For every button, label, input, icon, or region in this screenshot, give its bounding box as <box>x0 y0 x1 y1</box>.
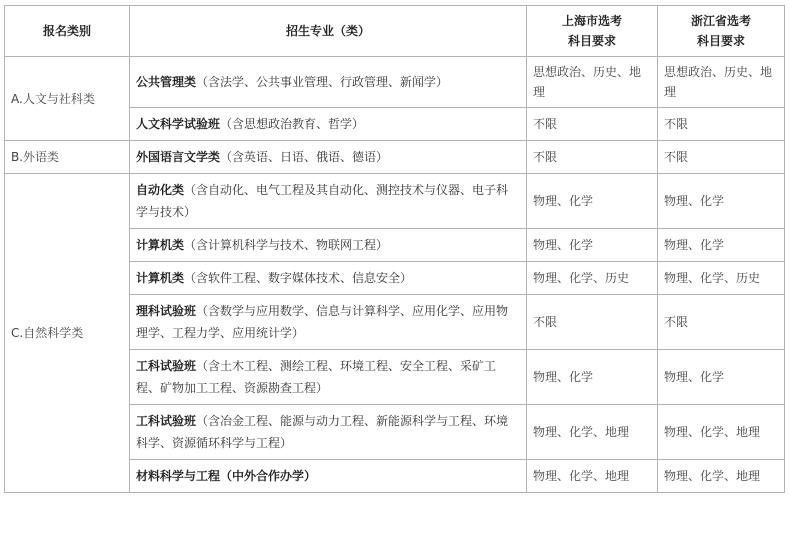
header-major: 招生专业（类） <box>130 6 527 57</box>
shanghai-requirement: 物理、化学、地理 <box>527 405 658 460</box>
shanghai-requirement: 物理、化学 <box>527 350 658 405</box>
header-shanghai-line1: 上海市选考 <box>561 14 622 28</box>
shanghai-requirement: 物理、化学、地理 <box>527 460 658 493</box>
category-natural-sciences: C.自然科学类 <box>5 174 130 493</box>
zhejiang-requirement: 不限 <box>658 108 785 141</box>
major-name: 计算机类 <box>136 238 185 252</box>
shanghai-requirement: 思想政治、历史、地理 <box>527 57 658 108</box>
category-humanities: A.人文与社科类 <box>5 57 130 141</box>
major-cell <box>130 295 527 350</box>
shanghai-requirement: 物理、化学、历史 <box>527 262 658 295</box>
major-detail: （含冶金工程、能源与动力工程、新能源科学与工程、环境科学、资源循环科学与工程） <box>136 414 509 450</box>
zhejiang-requirement: 物理、化学、历史 <box>658 262 785 295</box>
major-cell <box>130 108 527 141</box>
major-cell <box>130 460 527 493</box>
major-name: 人文科学试验班 <box>136 117 221 131</box>
zhejiang-requirement: 物理、化学 <box>658 229 785 262</box>
major-detail: （含自动化、电气工程及其自动化、测控技术与仪器、电子科学与技术） <box>136 183 509 219</box>
major-name: 工科试验班 <box>136 414 197 428</box>
major-detail: （含计算机科学与技术、物联网工程） <box>184 238 389 252</box>
shanghai-requirement: 物理、化学 <box>527 229 658 262</box>
table-row <box>5 174 785 229</box>
header-zhejiang-line1: 浙江省选考 <box>690 14 751 28</box>
shanghai-requirement: 不限 <box>527 108 658 141</box>
zhejiang-requirement: 思想政治、历史、地理 <box>658 57 785 108</box>
header-zhejiang <box>658 6 785 57</box>
table-row <box>5 141 785 174</box>
zhejiang-requirement: 物理、化学、地理 <box>658 405 785 460</box>
major-name: 外国语言文学类 <box>136 150 221 164</box>
zhejiang-requirement: 不限 <box>658 295 785 350</box>
header-shanghai-line2: 科目要求 <box>567 34 616 48</box>
major-name: 材料科学与工程（中外合作办学） <box>136 469 317 483</box>
major-name: 理科试验班 <box>136 304 197 318</box>
major-cell <box>130 262 527 295</box>
major-cell <box>130 141 527 174</box>
zhejiang-requirement: 物理、化学 <box>658 350 785 405</box>
major-detail: （含土木工程、测绘工程、环境工程、安全工程、采矿工程、矿物加工工程、资源勘查工程） <box>136 359 497 395</box>
major-detail: （含法学、公共事业管理、行政管理、新闻学） <box>196 75 449 89</box>
category-foreign-languages: B.外语类 <box>5 141 130 174</box>
shanghai-requirement: 物理、化学 <box>527 174 658 229</box>
major-cell <box>130 174 527 229</box>
zhejiang-requirement: 不限 <box>658 141 785 174</box>
major-detail: （含思想政治教育、哲学） <box>220 117 365 131</box>
header-row <box>5 6 785 57</box>
table-row <box>5 57 785 108</box>
major-cell <box>130 229 527 262</box>
shanghai-requirement: 不限 <box>527 141 658 174</box>
major-name: 自动化类 <box>136 183 185 197</box>
major-name: 公共管理类 <box>136 75 197 89</box>
zhejiang-requirement: 物理、化学、地理 <box>658 460 785 493</box>
zhejiang-requirement: 物理、化学 <box>658 174 785 229</box>
header-zhejiang-line2: 科目要求 <box>696 34 745 48</box>
major-detail: （含英语、日语、俄语、德语） <box>220 150 389 164</box>
header-shanghai <box>527 6 658 57</box>
admission-table <box>4 5 785 493</box>
major-detail: （含数学与应用数学、信息与计算科学、应用化学、应用物理学、工程力学、应用统计学） <box>136 304 509 340</box>
header-category: 报名类别 <box>5 6 130 57</box>
major-detail: （含软件工程、数字媒体技术、信息安全） <box>184 271 413 285</box>
major-cell <box>130 57 527 108</box>
major-name: 计算机类 <box>136 271 185 285</box>
shanghai-requirement: 不限 <box>527 295 658 350</box>
major-cell <box>130 405 527 460</box>
major-name: 工科试验班 <box>136 359 197 373</box>
major-cell <box>130 350 527 405</box>
